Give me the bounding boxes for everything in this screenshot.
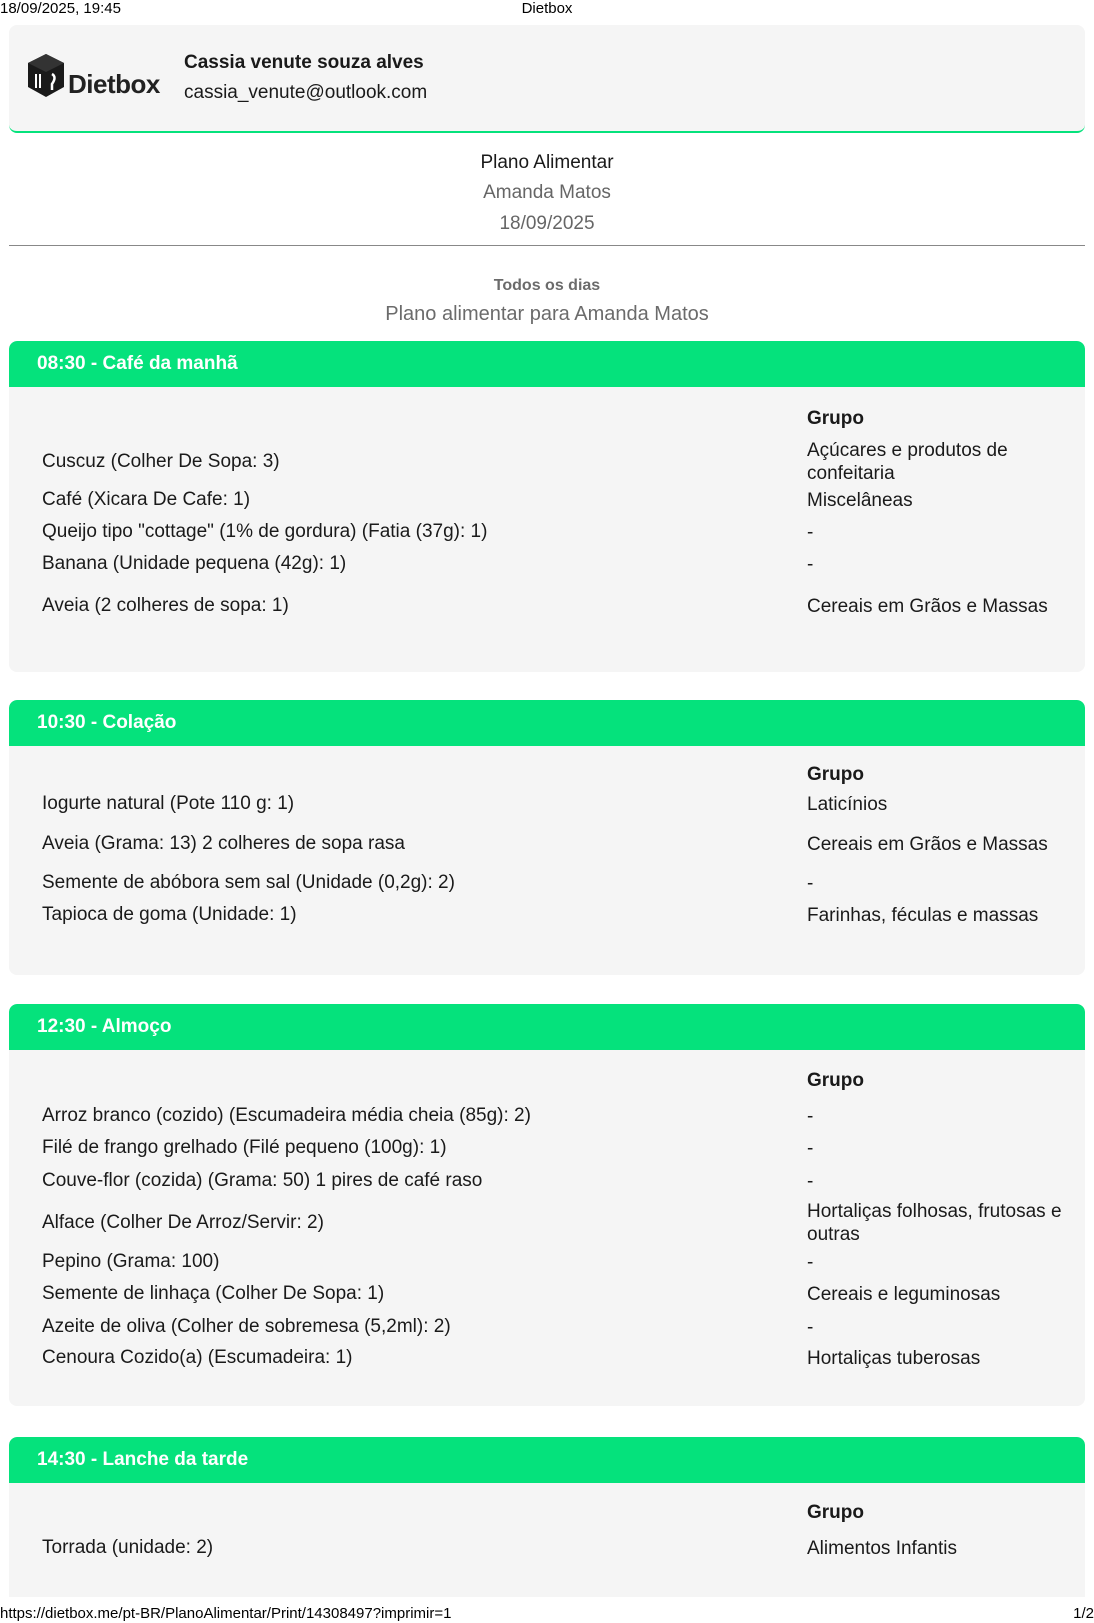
food-name: Iogurte natural (Pote 110 g: 1) [42,793,295,814]
print-title: Dietbox [521,0,573,17]
food-group: - [807,521,814,543]
plan-title: Plano Alimentar [480,152,614,173]
group-column-header: Grupo [807,408,864,429]
meal-header: 10:30 - Colação [9,700,1085,746]
food-name: Aveia (Grama: 13) 2 colheres de sopa rasa [42,833,405,854]
food-group: - [807,1137,814,1159]
food-group: Cereais em Grãos e Massas [807,833,1048,855]
food-row [9,1101,1085,1131]
food-group: Hortaliças tuberosas [807,1347,981,1369]
dietbox-logo-icon [26,52,66,102]
food-row [9,821,1085,867]
food-name: Torrada (unidade: 2) [42,1537,214,1558]
food-group: Hortaliças folhosas, frutosas e outras [807,1201,1062,1245]
meal-header: 08:30 - Café da manhã [9,341,1085,387]
group-column-header: Grupo [807,1502,864,1523]
food-group: Alimentos Infantis [807,1537,957,1559]
print-datetime: 18/09/2025, 19:45 [0,0,121,17]
plan-patient: Amanda Matos [483,182,611,203]
food-group: Laticínios [807,793,888,815]
food-row [9,439,1085,485]
food-name: Banana (Unidade pequena (42g): 1) [42,553,347,574]
food-group: - [807,1105,814,1127]
food-name: Queijo tipo "cottage" (1% de gordura) (Fatia (37g): 1) [42,521,488,542]
food-row [9,1133,1085,1163]
meal-card [9,1437,1085,1597]
food-name: Arroz branco (cozido) (Escumadeira média cheia (85g): 2) [42,1105,531,1126]
meal-header: 12:30 - Almoço [9,1004,1085,1050]
food-name: Filé de frango grelhado (Filé pequeno (100g): 1) [42,1137,447,1158]
food-group: - [807,553,814,575]
meal-card [9,1004,1085,1406]
food-name: Pepino (Grama: 100) [42,1251,220,1272]
food-name: Semente de linhaça (Colher De Sopa: 1) [42,1283,385,1304]
food-row [9,1533,1085,1563]
food-group: Açúcares e produtos de confeitaria [807,440,1008,484]
food-name: Café (Xicara De Cafe: 1) [42,489,251,510]
food-row [9,485,1085,515]
plan-date: 18/09/2025 [499,213,595,234]
food-group: Cereais em Grãos e Massas [807,595,1048,617]
divider [9,245,1085,246]
food-group: - [807,1316,814,1338]
food-group: Miscelâneas [807,489,913,511]
food-row [9,549,1085,579]
meal-header: 14:30 - Lanche da tarde [9,1437,1085,1483]
food-row [9,517,1085,547]
food-group: - [807,1251,814,1273]
user-email: cassia_venute@outlook.com [184,82,428,103]
food-row [9,1279,1085,1309]
food-row [9,583,1085,629]
group-column-header: Grupo [807,1070,864,1091]
plan-subtitle: Plano alimentar para Amanda Matos [385,303,709,325]
food-group: Cereais e leguminosas [807,1283,1001,1305]
food-row [9,900,1085,930]
food-row [9,789,1085,819]
header-card [9,25,1085,133]
user-name: Cassia venute souza alves [184,52,424,73]
food-row [9,1200,1085,1246]
dietbox-logo [26,52,166,104]
food-row [9,1312,1085,1342]
food-row [9,1343,1085,1373]
food-group: - [807,872,814,894]
print-footer [0,1605,1094,1623]
group-column-header: Grupo [807,764,864,785]
food-name: Cenoura Cozido(a) (Escumadeira: 1) [42,1347,353,1368]
food-name: Couve-flor (cozida) (Grama: 50) 1 pires de café raso [42,1170,483,1191]
food-row [9,1166,1085,1196]
logo-text: Dietbox [68,69,160,99]
meal-card [9,341,1085,672]
food-name: Semente de abóbora sem sal (Unidade (0,2g): 2) [42,872,455,893]
food-group: - [807,1170,814,1192]
food-name: Azeite de oliva (Colher de sobremesa (5,2ml): 2) [42,1316,451,1337]
food-group: Farinhas, féculas e massas [807,904,1039,926]
days-label: Todos os dias [493,277,601,294]
print-url: https://dietbox.me/pt-BR/PlanoAlimentar/Print/14308497?imprimir=1 [0,1605,452,1622]
food-name: Tapioca de goma (Unidade: 1) [42,904,297,925]
food-row [9,1247,1085,1277]
print-header [0,0,1094,16]
page-number: 1/2 [1073,1605,1094,1622]
food-name: Alface (Colher De Arroz/Servir: 2) [42,1212,324,1233]
food-row [9,868,1085,898]
food-name: Aveia (2 colheres de sopa: 1) [42,595,289,616]
food-name: Cuscuz (Colher De Sopa: 3) [42,451,280,472]
meal-card [9,700,1085,975]
